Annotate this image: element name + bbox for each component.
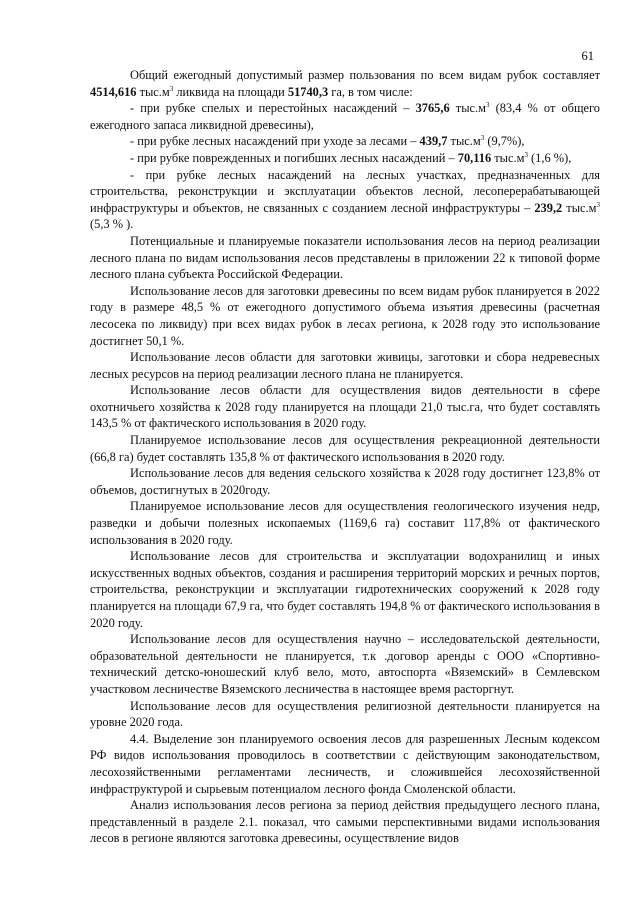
paragraph <box>90 67 600 100</box>
text-run: Анализ использования лесов региона за период действия предыдущего лесного плана, представленный в разделе 2.1. показал, что самыми перспективными видами использования лесов в регионе являются заготовка древесины, осуществление видов <box>90 798 600 846</box>
text-run: ликвида на площади <box>173 84 288 99</box>
paragraph <box>90 698 600 731</box>
paragraph <box>90 100 600 133</box>
superscript: 3 <box>480 134 485 143</box>
superscript: 3 <box>524 150 528 159</box>
paragraph <box>90 548 600 631</box>
text-run: (83,4 % от общего ежегодного запаса ликвидной древесины), <box>90 101 600 132</box>
text-run: 4.4. Выделение зон планируемого освоения лесов для разрешенных Лесным кодексом РФ видов использования проводилось в соответствии с действующим законодательством, лесохозяйственными регламентами лесничеств, и сложившейся лесохозяйственной инфраструктурой и сырьевым потенциалом лесного фонда Смоленской области. <box>90 731 600 796</box>
paragraph <box>90 349 600 382</box>
paragraph <box>90 133 600 150</box>
paragraph <box>90 797 600 847</box>
text-run: - при рубке поврежденных и погибших лесных насаждений – <box>130 150 458 165</box>
paragraph <box>90 150 600 167</box>
paragraph <box>90 233 600 283</box>
paragraph <box>90 631 600 697</box>
text-run: Планируемое использование лесов для осуществления рекреационной деятельности (66,8 га) будет составлять 135,8 % от фактического использования в 2020 году. <box>90 433 600 464</box>
text-run: Использование лесов для ведения сельского хозяйства к 2028 году достигнет 123,8% от объемов, достигнутых в 2020году. <box>90 466 600 497</box>
text-run: Использование лесов для заготовки древесины по всем видам рубок планируется в 2022 году в размере 48,5 % от ежегодного допустимого объема изъятия древесины (расчетная лесосека по ликвиду) при всех видах рубок в лесах региона, к 2028 году это использование достигнет 50,1 %. <box>90 283 600 348</box>
superscript: 3 <box>485 101 490 110</box>
text-run: Потенциальные и планируемые показатели использования лесов на период реализации лесного плана по видам использования лесов представлены в приложении 22 к типовой форме лесного плана субъекта Российской Федерации. <box>90 233 600 282</box>
bold-value: 439,7 <box>419 134 448 149</box>
text-run: (5,3 % ). <box>90 217 134 232</box>
paragraph <box>90 167 600 233</box>
bold-value: 51740,3 <box>287 84 329 99</box>
text-run: Общий ежегодный допустимый размер пользования по всем видам рубок составляет <box>130 68 600 82</box>
paragraph <box>90 432 600 465</box>
paragraph <box>90 382 600 432</box>
paragraph <box>90 465 600 498</box>
superscript: 3 <box>596 200 600 209</box>
text-run: (1,6 %), <box>527 150 572 165</box>
superscript: 3 <box>169 84 174 93</box>
text-run: Использование лесов для осуществления научно – исследовательской деятельности, образовательной деятельности не планируется, т.к .договор аренды с ООО «Спортивно- технический детско-юношеский клуб вело, мото, автоспорта «Вяземский» в Семлевском участковом лесничестве Вяземского лесничества в настоящее время расторгнут. <box>90 632 600 696</box>
page-number: 61 <box>581 49 594 63</box>
text-run: тыс.м <box>447 134 481 149</box>
paragraph <box>90 283 600 349</box>
text-run: тыс.м <box>136 84 170 99</box>
text-run: - при рубке лесных насаждений при уходе за лесами – <box>130 134 420 149</box>
bold-value: 4514,616 <box>90 84 137 99</box>
text-run: Использование лесов для строительства и эксплуатации водохранилищ и иных искусственных водных объектов, создания и расширения территорий морских и речных портов, строительства, реконструкции и эксплуатации гидротехнических сооружений к 2028 году планируется на площади 67,9 га, что будет составлять 194,8 % от фактического использования в 2020 году. <box>90 549 600 630</box>
paragraph <box>90 731 600 797</box>
text-run: Использование лесов области для заготовки живицы, заготовки и сбора недревесных лесных ресурсов на период реализации лесного плана не планируется. <box>90 350 600 381</box>
document-body <box>90 67 600 847</box>
paragraph <box>90 498 600 548</box>
text-run: Планируемое использование лесов для осуществления геологического изучения недр, разведки и добычи полезных ископаемых (1169,6 га) составит 117,8% от фактического использования в 2020 году. <box>90 499 600 547</box>
text-run: (9,7%), <box>484 134 525 149</box>
text-run: тыс.м <box>562 200 597 215</box>
text-run: - при рубке лесных насаждений на лесных участках, предназначенных для строительства, реконструкции и эксплуатации объектов лесной, лесоперерабатывающей инфраструктуры и объектов, не связанных с созданием лесной инфраструктуры – <box>90 167 600 215</box>
bold-value: 70,116 <box>457 150 492 165</box>
text-run: тыс.м <box>449 101 486 116</box>
bold-value: 3765,6 <box>415 101 450 116</box>
bold-value: 239,2 <box>534 200 563 215</box>
text-run: Использование лесов области для осуществления видов деятельности в сфере охотничьего хозяйства к 2028 году планируется на площади 21,0 тыс.га, что будет составлять 143,5 % от фактического использования в 2020 году. <box>90 383 600 431</box>
text-run: га, в том числе: <box>328 84 413 99</box>
text-run: тыс.м <box>491 150 525 165</box>
text-run: - при рубке спелых и перестойных насаждений – <box>130 101 416 116</box>
text-run: Использование лесов для осуществления религиозной деятельности планируется на уровне 2020 года. <box>90 698 600 730</box>
